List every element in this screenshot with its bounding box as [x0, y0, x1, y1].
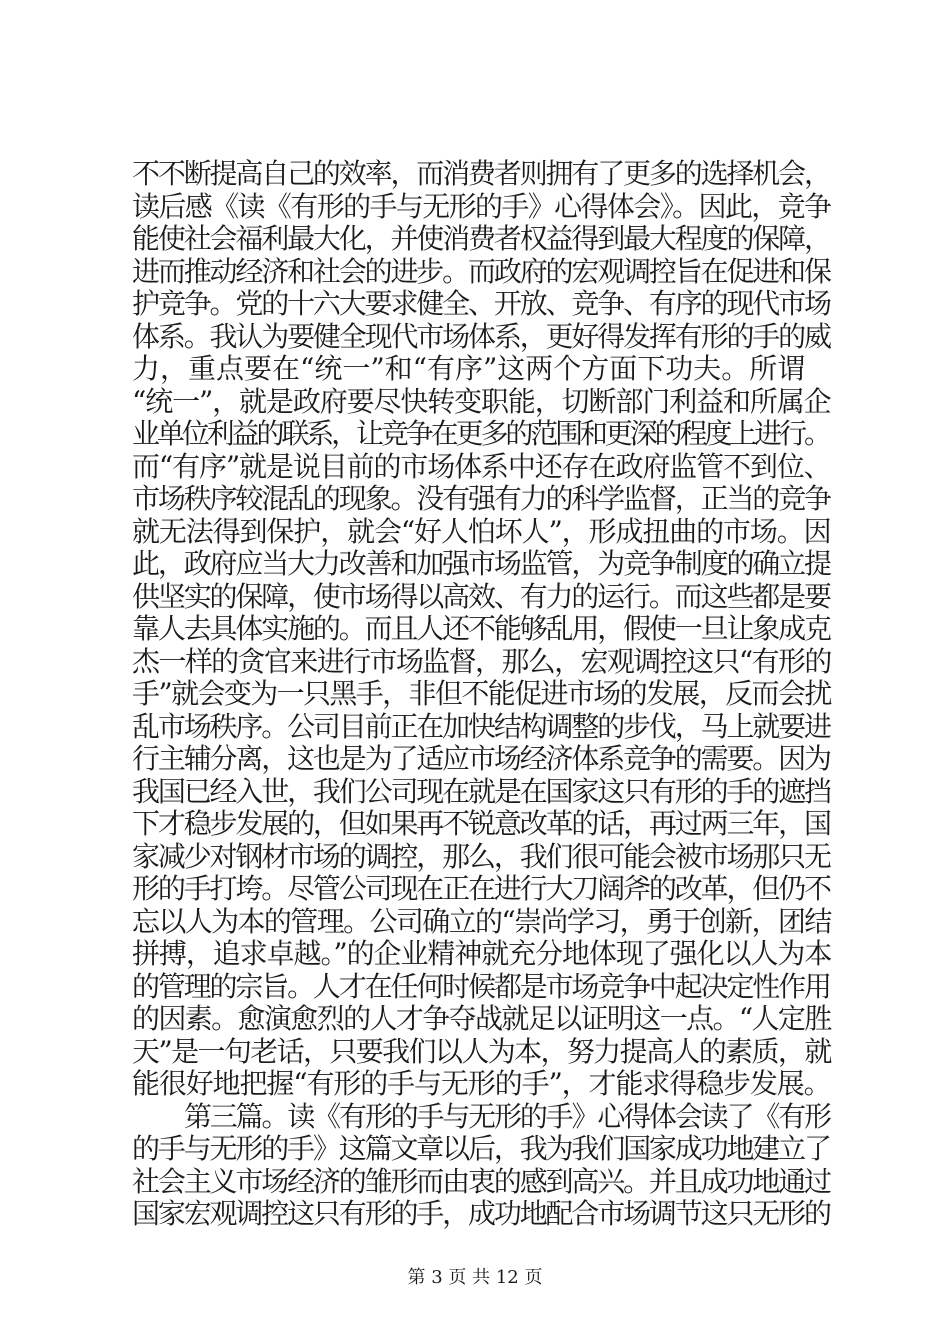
text-line: 供坚实的保障，使市场得以高效、有力的运行。而这些都是要 [132, 579, 830, 613]
text-line: 的管理的宗旨。人才在任何时候都是市场竞争中起决定性作用 [132, 969, 830, 1003]
text-line: “统一”，就是政府要尽快转变职能，切断部门利益和所属企 [132, 384, 831, 418]
text-line: 拼搏，追求卓越。”的企业精神就充分地体现了强化以人为本 [132, 937, 832, 970]
text-line: 体系。我认为要健全现代市场体系，更好得发挥有形的手的威 [132, 319, 830, 353]
text-line: 我国已经入世，我们公司现在就是在国家这只有形的手的遮挡 [132, 774, 830, 808]
text-line: 杰一样的贪官来进行市场监督，那么，宏观调控这只“有形的 [132, 644, 831, 678]
text-line: 社会主义市场经济的雏形而由衷的感到高兴。并且成功地通过 [132, 1164, 830, 1198]
text-line: 的手与无形的手》这篇文章以后，我为我们国家成功地建立了 [132, 1132, 830, 1165]
text-line: 行主辅分离，这也是为了适应市场经济体系竞争的需要。因为 [132, 742, 830, 775]
text-line: 形的手打垮。尽管公司现在正在进行大刀阔斧的改革，但仍不 [132, 872, 830, 905]
text-line: 能很好地把握“有形的手与无形的手”，才能求得稳步发展。 [132, 1067, 831, 1100]
text-line: 力，重点要在“统一”和“有序”这两个方面下功夫。所谓 [132, 352, 806, 385]
text-line: 手”就会变为一只黑手，非但不能促进市场的发展，反而会扰 [132, 677, 831, 710]
text-line: 国家宏观调控这只有形的手，成功地配合市场调节这只无形的 [132, 1197, 830, 1230]
text-line: 乱市场秩序。公司目前正在加快结构调整的步伐，马上就要进 [132, 709, 830, 743]
text-line: 能使社会福利最大化，并使消费者权益得到最大程度的保障， [132, 222, 830, 255]
text-line: 就无法得到保护，就会“好人怕坏人”，形成扭曲的市场。因 [132, 514, 831, 548]
text-line: 读后感《读《有形的手与无形的手》心得体会》。因此，竞争 [132, 189, 831, 223]
text-line: 市场秩序较混乱的现象。没有强有力的科学监督，正当的竞争 [132, 482, 830, 515]
text-line: 下才稳步发展的，但如果再不锐意改革的话，再过两三年，国 [132, 807, 830, 840]
body-text [132, 158, 832, 1231]
page-footer: 第 3 页 共 12 页 [407, 1267, 543, 1288]
text-line: 不不断提高自己的效率，而消费者则拥有了更多的选择机会， [132, 157, 830, 190]
text-line: 而“有序”就是说目前的市场体系中还存在政府监管不到位、 [132, 449, 831, 483]
text-line: 靠人去具体实施的。而且人还不能够乱用，假使一旦让象成克 [132, 612, 830, 645]
text-line: 的因素。愈演愈烈的人才争夺战就足以证明这一点。“人定胜 [132, 1002, 831, 1035]
text-line: 第三篇。读《有形的手与无形的手》心得体会读了《有形 [184, 1099, 830, 1133]
text-line: 进而推动经济和社会的进步。而政府的宏观调控旨在促进和保 [132, 254, 830, 288]
text-line: 忘以人为本的管理。公司确立的“崇尚学习，勇于创新，团结 [132, 904, 831, 938]
text-line: 家减少对钢材市场的调控，那么，我们很可能会被市场那只无 [132, 839, 830, 873]
text-line: 此，政府应当大力改善和加强市场监管，为竞争制度的确立提 [132, 547, 830, 580]
text-line: 天”是一句老话，只要我们以人为本，努力提高人的素质，就 [132, 1034, 831, 1068]
text-line: 业单位利益的联系，让竞争在更多的范围和更深的程度上进行。 [132, 417, 829, 450]
text-line: 护竞争。党的十六大要求健全、开放、竞争、有序的现代市场 [132, 287, 830, 320]
